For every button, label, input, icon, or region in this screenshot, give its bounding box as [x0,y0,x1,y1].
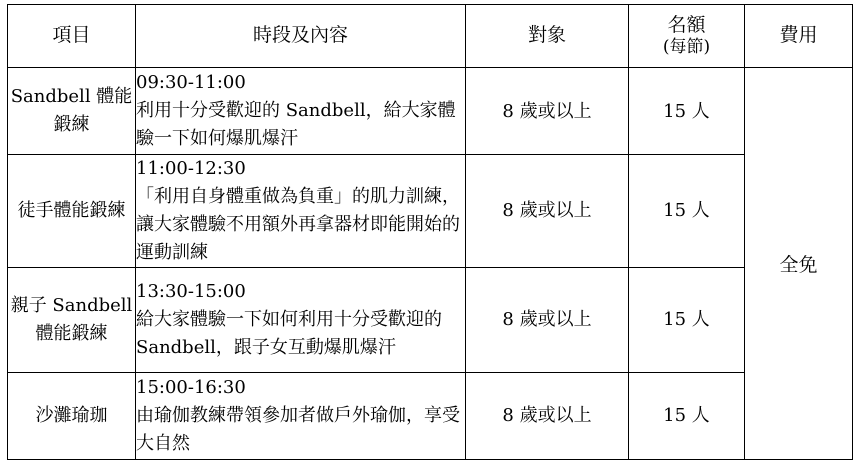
row-quota: 15 人 [629,372,745,459]
table-header-row [8,5,853,68]
row-item: 徒手體能鍛練 [8,155,136,268]
table-row [8,155,853,268]
header-item: 項目 [8,5,136,68]
header-quota [629,5,745,68]
row-target: 8 歲或以上 [466,267,629,372]
header-fee: 費用 [745,5,853,68]
row-time: 13:30-15:00 [136,280,246,302]
header-target: 對象 [466,5,629,68]
row-detail [136,155,466,268]
row-item: 親子 Sandbell 體能鍛練 [8,267,136,372]
row-description: 利用十分受歡迎的 Sandbell，給大家體驗一下如何爆肌爆汗 [136,100,456,149]
row-item: 沙灘瑜珈 [8,372,136,459]
header-quota-main: 名額 [667,13,706,36]
row-detail [136,68,466,155]
row-quota: 15 人 [629,155,745,268]
row-time: 09:30-11:00 [136,72,246,94]
header-quota-sub: (每節) [662,37,711,58]
row-time: 15:00-16:30 [136,376,246,398]
table-row [8,372,853,459]
row-description: 「利用自身體重做為負重」的肌力訓練，讓大家體驗不用額外再拿器材即能開始的運動訓練 [136,185,460,263]
row-quota: 15 人 [629,68,745,155]
table-row [8,68,853,155]
row-time: 11:00-12:30 [136,158,246,179]
row-target: 8 歲或以上 [466,68,629,155]
row-target: 8 歲或以上 [466,372,629,459]
row-quota: 15 人 [629,267,745,372]
row-description: 給大家體驗一下如何利用十分受歡迎的 Sandbell，跟子女互動爆肌爆汗 [136,308,442,358]
row-description: 由瑜伽教練帶領參加者做戶外瑜伽，享受大自然 [136,404,460,454]
schedule-table [7,4,853,460]
document-page [0,4,859,472]
table-row [8,267,853,372]
row-detail [136,267,466,372]
header-time-content: 時段及內容 [136,5,466,68]
row-target: 8 歲或以上 [466,155,629,268]
row-item: Sandbell 體能鍛練 [8,68,136,155]
row-detail [136,372,466,459]
row-fee: 全免 [745,68,853,460]
